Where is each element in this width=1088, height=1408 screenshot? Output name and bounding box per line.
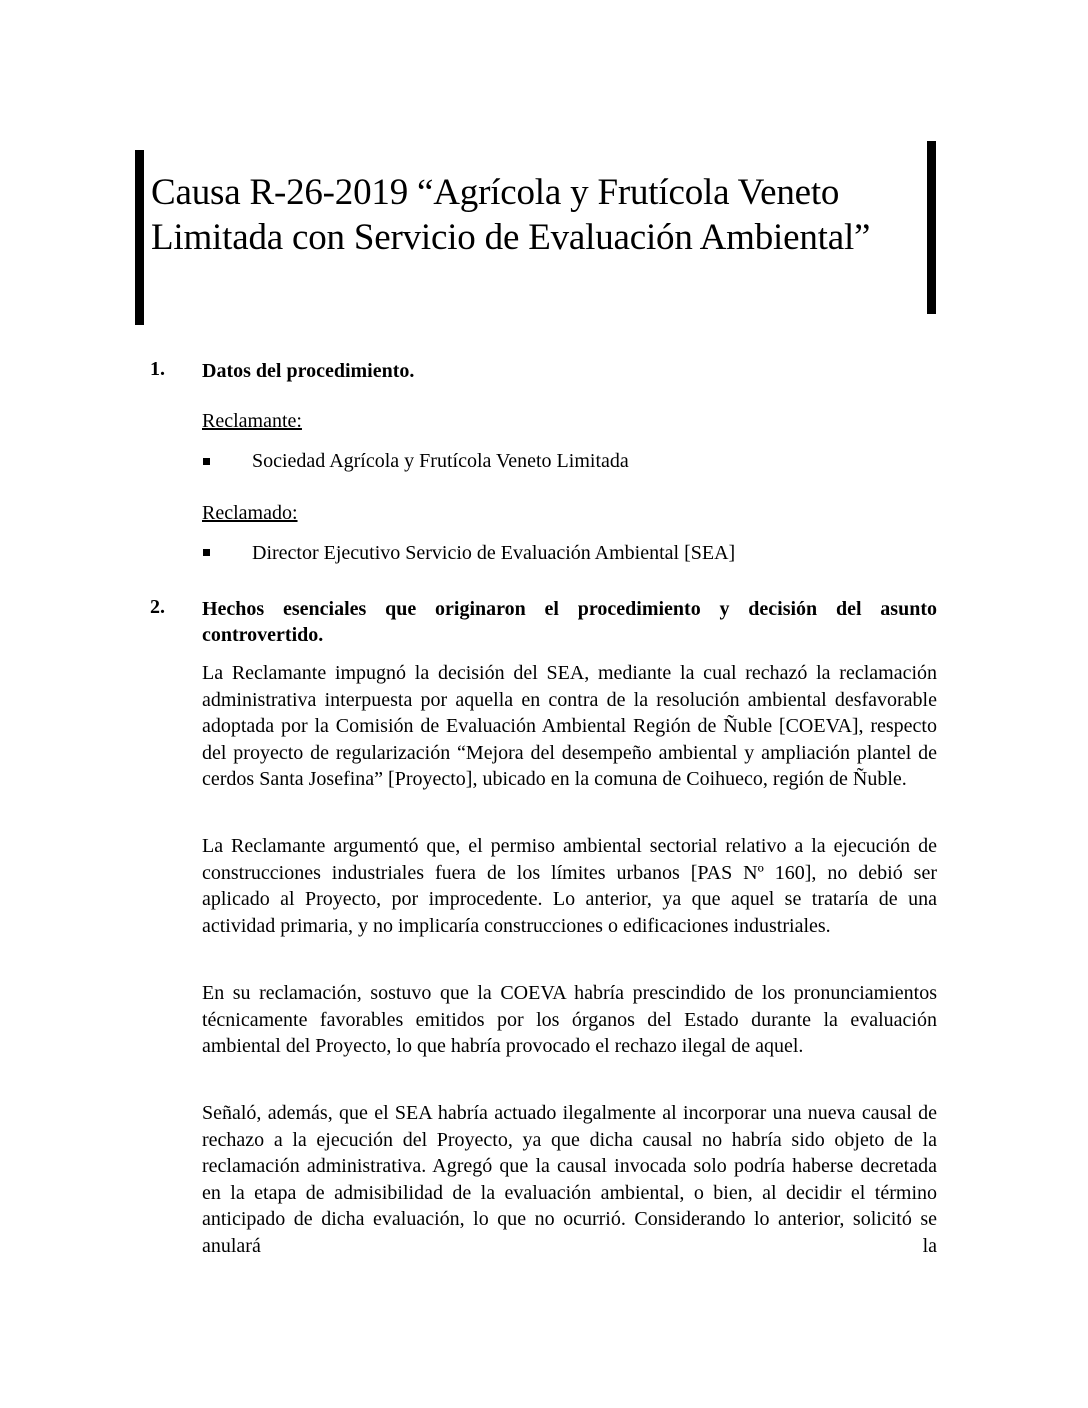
title-line-1: Causa R-26-2019 “Agrícola y Frutícola Veneto (151, 172, 840, 213)
title-line-2: Limitada con Servicio de Evaluación Ambiental” (151, 217, 871, 258)
paragraph-2: La Reclamante argumentó que, el permiso ambiental sectorial relativo a la ejecución de construcciones industriales fuera de los límites urbanos [PAS Nº 160], no debió ser aplicado al Proyecto, por improcedente. Lo anterior, ya que aquel se trataría de una actividad primaria, y no implicaría construcciones o edificaciones industriales. (202, 835, 937, 937)
reclamante-item: Sociedad Agrícola y Frutícola Veneto Limitada (252, 450, 629, 472)
reclamado-item: Director Ejecutivo Servicio de Evaluación Ambiental [SEA] (252, 542, 736, 564)
section-2-heading: Hechos esenciales que originaron el procedimiento y decisión del asunto controvertido. (202, 598, 937, 646)
title-left-rule (135, 150, 144, 325)
document-title (151, 170, 931, 260)
section-1-heading: Datos del procedimiento. (202, 360, 415, 382)
bullet-icon (203, 549, 210, 556)
paragraph-4: Señaló, además, que el SEA habría actuado ilegalmente al incorporar una nueva causal de rechazo a la ejecución del Proyecto, ya que dicha causal no habría sido objeto de la reclamación administrativa. Agregó que la causal invocada solo podría haberse decretada en la etapa de admisibilidad de la evaluación ambiental, o bien, al decidir el término anticipado de dicha evaluación, lo que no ocurrió. Considerando lo anterior, solicitó se anulará la (202, 1102, 937, 1257)
reclamado-label: Reclamado: (202, 502, 298, 524)
bullet-icon (203, 458, 210, 465)
paragraph-3: En su reclamación, sostuvo que la COEVA habría prescindido de los pronunciamientos técnicamente favorables emitidos por los órganos del Estado durante la evaluación ambiental del Proyecto, lo que habría provocado el rechazo ilegal de aquel. (202, 982, 937, 1057)
section-1-number: 1. (150, 358, 165, 380)
reclamante-label: Reclamante: (202, 410, 302, 432)
section-2-number: 2. (150, 596, 165, 618)
paragraph-1: La Reclamante impugnó la decisión del SEA, mediante la cual rechazó la reclamación administrativa interpuesta por aquella en contra de la resolución ambiental desfavorable adoptada por la Comisión de Evaluación Ambiental Región de Ñuble [COEVA], respecto del proyecto de regularización “Mejora del desempeño ambiental y ampliación plantel de cerdos Santa Josefina” [Proyecto], ubicado en la comuna de Coihueco, región de Ñuble. (202, 662, 937, 790)
